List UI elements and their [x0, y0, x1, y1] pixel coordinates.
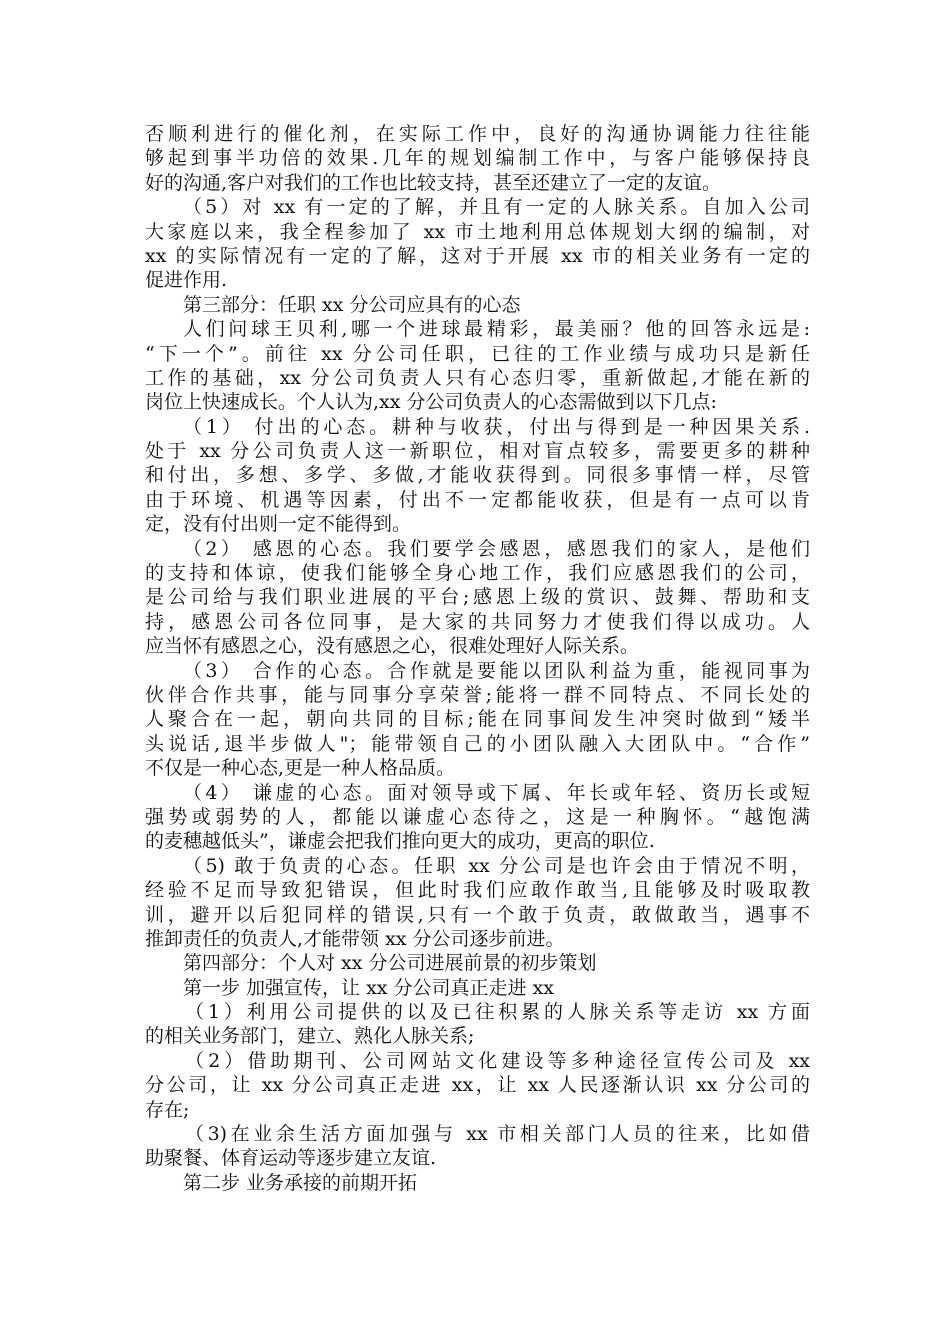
text-line: 促进作用. — [145, 269, 228, 292]
text-line: 够起到事半功倍的效果.几年的规划编制工作中，与客户能够保持良 — [145, 147, 810, 170]
text-line: 的支持和体谅，使我们能够全身心地工作，我们应感恩我们的公司， — [145, 562, 810, 585]
text-line: 应当怀有感恩之心，没有感恩之心，很难处理好人际关系。 — [145, 635, 640, 658]
text-line: 好的沟通,客户对我们的工作也比较支持，甚至还建立了一定的友谊。 — [145, 171, 722, 194]
text-line: （2） 感恩的心态。我们要学会感恩，感恩我们的家人，是他们 — [183, 537, 810, 560]
text-line: 持，感恩公司各位同事，是大家的共同努力才使我们得以成功。人 — [145, 610, 810, 633]
text-line: 经验不足而导致犯错误，但此时我们应敢作敢当,且能够及时吸取教 — [145, 879, 810, 902]
text-line: 和付出，多想、多学、多做,才能收获得到。同很多事情一样，尽管 — [145, 464, 810, 487]
text-line: 强势或弱势的人，都能以谦虚心态待之，这是一种胸怀。“越饱满 — [145, 805, 810, 828]
text-line: 岗位上快速成长。个人认为,xx 分公司负责人的心态需做到以下几点: — [145, 391, 717, 414]
text-line: 第四部分：个人对 xx 分公司进展前景的初步策划 — [183, 952, 597, 975]
text-line: 推卸责任的负责人,才能带领 xx 分公司逐步前进。 — [145, 927, 565, 950]
text-line: （3)在业余生活方面加强与 xx 市相关部门人员的往来，比如借 — [185, 1123, 810, 1146]
text-line: （4） 谦虚的心态。面对领导或下属、年长或年轻、资历长或短 — [183, 781, 810, 804]
text-line: 处于 xx 分公司负责人这一新职位，相对盲点较多，需要更多的耕种 — [145, 440, 810, 463]
text-line: 工作的基础，xx 分公司负责人只有心态归零，重新做起,才能在新的 — [145, 366, 810, 389]
text-line: 是公司给与我们职业进展的平台;感恩上级的赏识、鼓舞、帮助和支 — [145, 586, 810, 609]
text-line: （1）利用公司提供的以及已往积累的人脉关系等走访 xx 方面 — [185, 1001, 810, 1024]
text-line: 的相关业务部门，建立、熟化人脉关系; — [145, 1025, 475, 1048]
text-line: 头说话,退半步做人"；能带领自己的小团队融入大团队中。“合作” — [145, 732, 810, 755]
text-line: xx 的实际情况有一定的了解，这对于开展 xx 市的相关业务有一定的 — [145, 244, 810, 267]
text-line: 否顺利进行的催化剂，在实际工作中，良好的沟通协调能力往往能 — [145, 123, 810, 145]
document-page — [145, 122, 810, 1195]
text-line: （1） 付出的心态。耕种与收获，付出与得到是一种因果关系. — [183, 415, 810, 438]
text-line: （2）借助期刊、公司网站文化建设等多种途径宣传公司及 xx — [185, 1049, 810, 1072]
text-line: “下一个”。前往 xx 分公司任职，已往的工作业绩与成功只是新任 — [145, 342, 810, 365]
text-line: （5）对 xx 有一定的了解，并且有一定的人脉关系。自加入公司 — [183, 196, 810, 219]
text-line: 由于环境、机遇等因素，付出不一定都能收获，但是有一点可以肯 — [145, 488, 810, 511]
text-line: 第三部分：任职 xx 分公司应具有的心态 — [183, 293, 521, 316]
text-line: 人聚合在一起，朝向共同的目标;能在同事间发生冲突时做到“矮半 — [145, 708, 810, 731]
text-line: 定，没有付出则一定不能得到。 — [145, 513, 412, 536]
text-line: （3） 合作的心态。合作就是要能以团队利益为重，能视同事为 — [183, 659, 810, 682]
text-line: 伙伴合作共事，能与同事分享荣誉;能将一群不同特点、不同长处的 — [145, 683, 810, 706]
text-line: 助聚餐、体育运动等逐步建立友谊. — [145, 1147, 437, 1170]
text-line: 分公司，让 xx 分公司真正走进 xx，让 xx 人民逐渐认识 xx 分公司的 — [145, 1074, 810, 1097]
text-line: 存在; — [145, 1098, 190, 1121]
text-line: 第一步 加强宣传，让 xx 分公司真正走进 xx — [183, 976, 555, 999]
text-line: 人们问球王贝利,哪一个进球最精彩，最美丽？他的回答永远是: — [183, 318, 810, 341]
text-line: 第二步 业务承接的前期开拓 — [183, 1171, 418, 1194]
text-line: （5) 敢于负责的心态。任职 xx 分公司是也许会由于情况不明， — [183, 854, 810, 877]
text-line: 训，避开以后犯同样的错误,只有一个敢于负责，敢做敢当，遇事不 — [145, 903, 810, 926]
text-line: 的麦穗越低头”，谦虚会把我们推向更大的成功，更高的职位. — [145, 830, 655, 853]
text-line: 不仅是一种心态,更是一种人格品质。 — [145, 757, 456, 780]
text-line: 大家庭以来，我全程参加了 xx 市土地利用总体规划大纲的编制，对 — [145, 220, 810, 243]
